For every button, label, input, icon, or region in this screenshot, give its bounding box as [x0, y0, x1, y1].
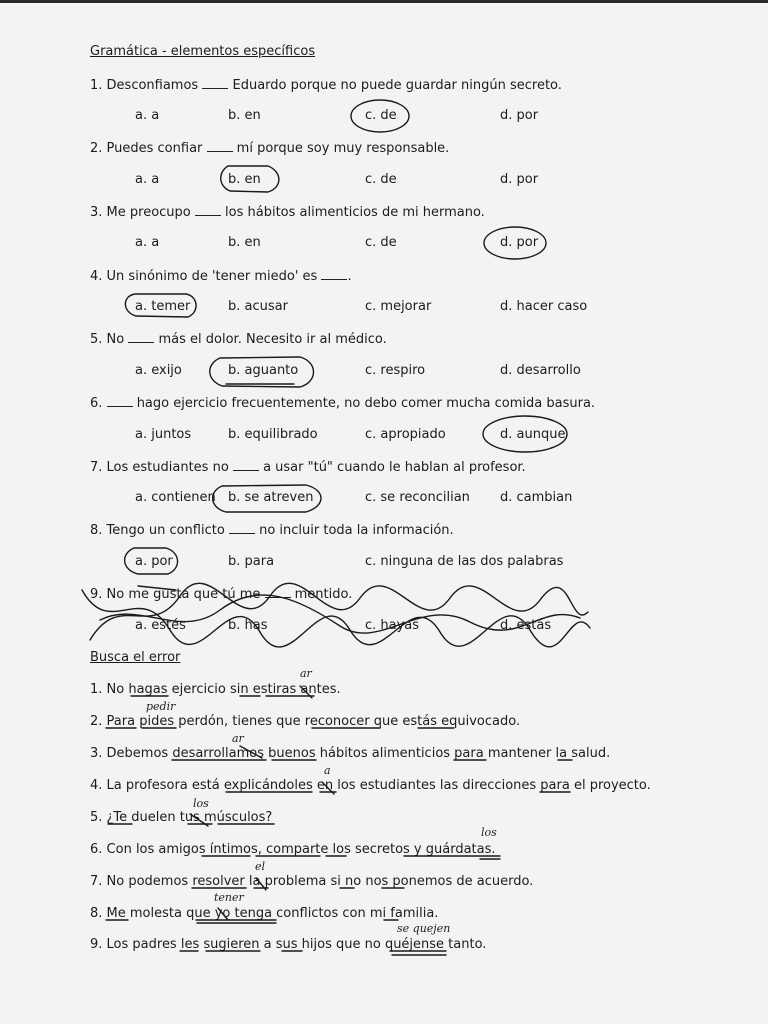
question-3-start: 3. Me preocupo [90, 205, 191, 220]
answer-blank [229, 522, 255, 534]
answer-blank [195, 204, 221, 216]
section-heading: Busca el error [90, 650, 181, 665]
option-6c: c. apropiado [365, 427, 446, 442]
error-line-4: 4. La profesora está explicándoles en los estudiantes las direcciones para el proyecto. [90, 778, 651, 793]
top-border [0, 0, 768, 3]
error-line-5: 5. ¿Te duelen tus músculos? [90, 810, 273, 825]
option-5a: a. exijo [135, 363, 182, 378]
option-2b: b. en [228, 172, 261, 187]
question-2-end: mí porque soy muy responsable. [236, 141, 450, 156]
answer-blank [128, 331, 154, 343]
page-title: Gramática - elementos específicos [90, 44, 316, 59]
question-1 [90, 77, 562, 94]
question-9 [90, 586, 352, 603]
handwritten-correction: ar [232, 732, 244, 745]
handwritten-correction: pedir [146, 700, 176, 713]
question-8 [90, 522, 454, 539]
option-1c: c. de [365, 108, 397, 123]
option-7d: d. cambian [500, 490, 573, 505]
answer-blank [107, 395, 133, 407]
option-5d: d. desarrollo [500, 363, 581, 378]
option-9a: a. estés [135, 618, 186, 633]
question-1-end: Eduardo porque no puede guardar ningún secreto. [232, 78, 562, 93]
handwritten-correction: los [193, 797, 209, 810]
option-2c: c. de [365, 172, 397, 187]
option-7b: b. se atreven [228, 490, 314, 505]
option-5c: c. respiro [365, 363, 426, 378]
option-6b: b. equilibrado [228, 427, 318, 442]
question-6-start: 6. [90, 396, 103, 411]
question-7 [90, 459, 526, 476]
question-4-end: . [347, 269, 352, 284]
option-6a: a. juntos [135, 427, 192, 442]
answer-blank [265, 586, 291, 598]
option-1b: b. en [228, 108, 261, 123]
option-3c: c. de [365, 235, 397, 250]
question-4 [90, 268, 352, 285]
option-9b: b. has [228, 618, 268, 633]
option-1a: a. a [135, 108, 160, 123]
question-8-end: no incluir toda la información. [259, 523, 454, 538]
option-9d: d. estás [500, 618, 552, 633]
option-4a: a. temer [135, 299, 191, 314]
option-8c: c. ninguna de las dos palabras [365, 554, 564, 569]
question-8-start: 8. Tengo un conflicto [90, 523, 225, 538]
answer-blank [233, 459, 259, 471]
option-6d: d. aunque [500, 427, 566, 442]
question-2-start: 2. Puedes confiar [90, 141, 203, 156]
error-line-8: 8. Me molesta que yo tenga conflictos con mi familia. [90, 906, 439, 921]
handwritten-correction: los [481, 826, 497, 839]
question-3 [90, 204, 485, 221]
option-1d: d. por [500, 108, 539, 123]
error-line-3: 3. Debemos desarrollamos buenos hábitos alimenticios para mantener la salud. [90, 746, 611, 761]
question-9-start: 9. No me gusta que tú me [90, 587, 261, 602]
error-line-6: 6. Con los amigos íntimos, comparte los secretos y guárdatas. [90, 842, 496, 857]
question-5-start: 5. No [90, 332, 125, 347]
question-7-end: a usar "tú" cuando le hablan al profesor. [263, 460, 526, 475]
handwritten-correction: a [324, 764, 331, 777]
option-5b: b. aguanto [228, 363, 299, 378]
question-9-end: mentido. [294, 587, 353, 602]
option-2d: d. por [500, 172, 539, 187]
question-7-start: 7. Los estudiantes no [90, 460, 229, 475]
handwritten-correction: tener [214, 891, 244, 904]
question-5 [90, 331, 387, 348]
handwritten-correction: ar [300, 667, 312, 680]
option-2a: a. a [135, 172, 160, 187]
option-7c: c. se reconcilian [365, 490, 470, 505]
option-9c: c. hayas [365, 618, 420, 633]
answer-blank [207, 140, 233, 152]
question-1-start: 1. Desconfiamos [90, 78, 199, 93]
question-6 [90, 395, 595, 412]
handwritten-correction: el [255, 860, 266, 873]
question-5-end: más el dolor. Necesito ir al médico. [158, 332, 387, 347]
answer-blank [202, 77, 228, 89]
option-4d: d. hacer caso [500, 299, 588, 314]
error-line-9: 9. Los padres les sugieren a sus hijos que no quéjense tanto. [90, 937, 487, 952]
option-4c: c. mejorar [365, 299, 432, 314]
question-3-end: los hábitos alimenticios de mi hermano. [225, 205, 485, 220]
question-6-end: hago ejercicio frecuentemente, no debo comer mucha comida basura. [136, 396, 596, 411]
handwritten-correction: se quejen [397, 922, 451, 935]
error-line-1: 1. No hagas ejercicio sin estiras antes. [90, 682, 341, 697]
question-4-start: 4. Un sinónimo de 'tener miedo' es [90, 269, 318, 284]
option-7a: a. contienen [135, 490, 216, 505]
answer-blank [321, 268, 347, 280]
option-4b: b. acusar [228, 299, 288, 314]
option-8b: b. para [228, 554, 275, 569]
option-8a: a. por [135, 554, 173, 569]
option-3d: d. por [500, 235, 539, 250]
error-line-2: 2. Para pides perdón, tienes que reconocer que estás equivocado. [90, 714, 521, 729]
option-3a: a. a [135, 235, 160, 250]
option-3b: b. en [228, 235, 261, 250]
question-2 [90, 140, 449, 157]
error-line-7: 7. No podemos resolver la problema si no nos ponemos de acuerdo. [90, 874, 534, 889]
